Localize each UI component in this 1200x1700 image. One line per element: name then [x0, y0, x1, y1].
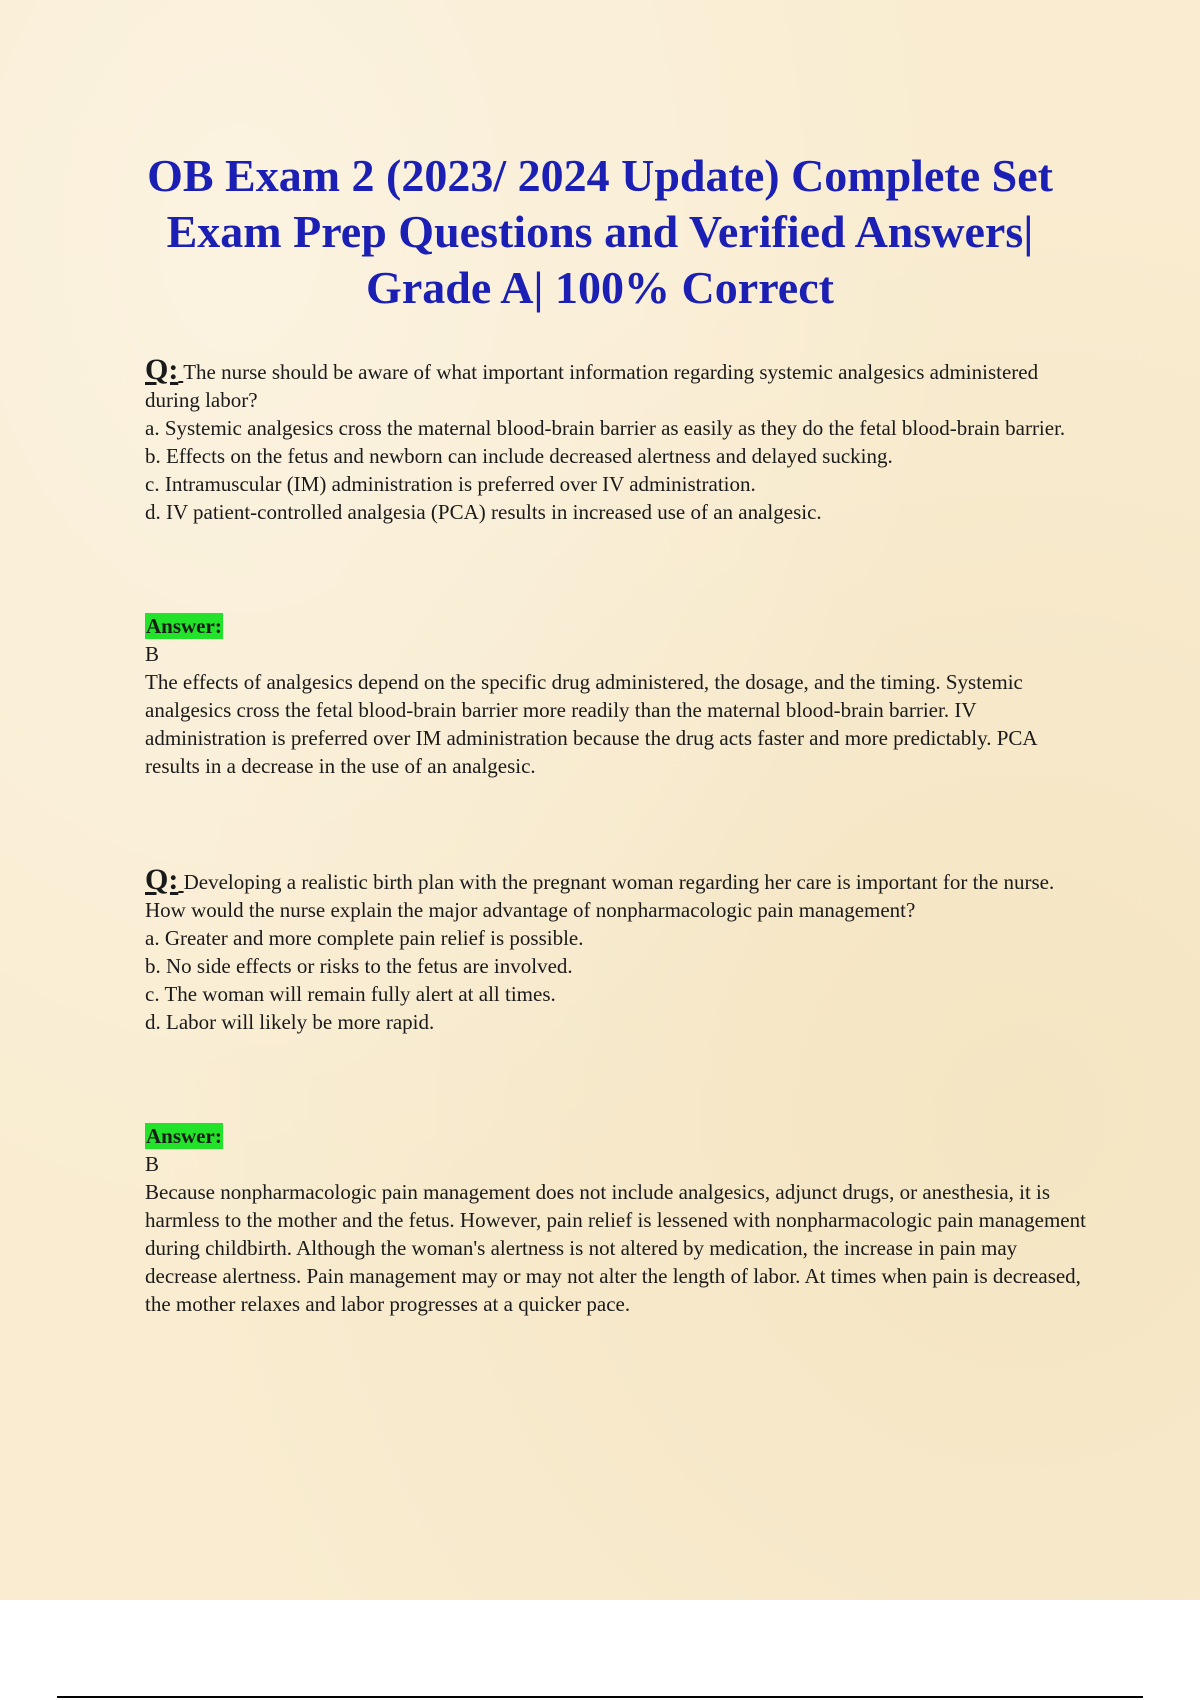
- answer-label: Answer:: [146, 614, 222, 638]
- question-1: [145, 353, 1090, 414]
- option-a: a. Systemic analgesics cross the maternal blood-brain barrier as easily as they do the fetal blood-brain barrier.: [145, 416, 1066, 440]
- answer-block-1: [145, 612, 1090, 780]
- document-title: OB Exam 2 (2023/ 2024 Update) Complete Set Exam Prep Questions and Verified Answers| Grade A| 100% Correct: [147, 150, 1053, 313]
- answer-rationale: Because nonpharmacologic pain management does not include analgesics, adjunct drugs, or anesthesia, it is harmless to the mother and the fetus. However, pain relief is lessened with nonpharmacologic pain management during childbirth. Although the woman's alertness is not altered by medication, the increase in pain may decrease alertness. Pain management may or may not alter the length of labor. At times when pain is decreased, the mother relaxes and labor progresses at a quicker pace.: [145, 1180, 1086, 1316]
- option-d: d. Labor will likely be more rapid.: [145, 1010, 435, 1034]
- answer-label: Answer:: [146, 1124, 222, 1148]
- option-a: a. Greater and more complete pain relief is possible.: [145, 926, 584, 950]
- option-b: b. Effects on the fetus and newborn can include decreased alertness and delayed sucking.: [145, 444, 893, 468]
- answer-letter: B: [145, 1152, 160, 1176]
- answer-block-2: [145, 1122, 1090, 1318]
- qa-item-2: [145, 863, 1090, 1036]
- option-d: d. IV patient-controlled analgesia (PCA) results in increased use of an analgesic.: [145, 500, 822, 524]
- question-marker: Q:: [145, 863, 179, 896]
- option-c: c. Intramuscular (IM) administration is preferred over IV administration.: [145, 472, 756, 496]
- option-c: c. The woman will remain fully alert at all times.: [145, 982, 556, 1006]
- question-text: Developing a realistic birth plan with the pregnant woman regarding her care is important for the nurse. How would the nurse explain the major advantage of nonpharmacologic pain management?: [145, 870, 1055, 922]
- question-2: [145, 863, 1090, 924]
- question-marker: Q:: [145, 353, 179, 386]
- question-text: The nurse should be aware of what important information regarding systemic analgesics administered during labor?: [145, 360, 1039, 412]
- option-b: b. No side effects or risks to the fetus are involved.: [145, 954, 573, 978]
- answer-rationale: The effects of analgesics depend on the specific drug administered, the dosage, and the timing. Systemic analgesics cross the fetal blood-brain barrier more readily than the maternal blood-brain barrier. IV administration is preferred over IM administration because the drug acts faster and more predictably. PCA results in a decrease in the use of an analgesic.: [145, 670, 1037, 778]
- qa-item-1: [145, 353, 1090, 526]
- answer-letter: B: [145, 642, 160, 666]
- footer-divider: [57, 1696, 1143, 1698]
